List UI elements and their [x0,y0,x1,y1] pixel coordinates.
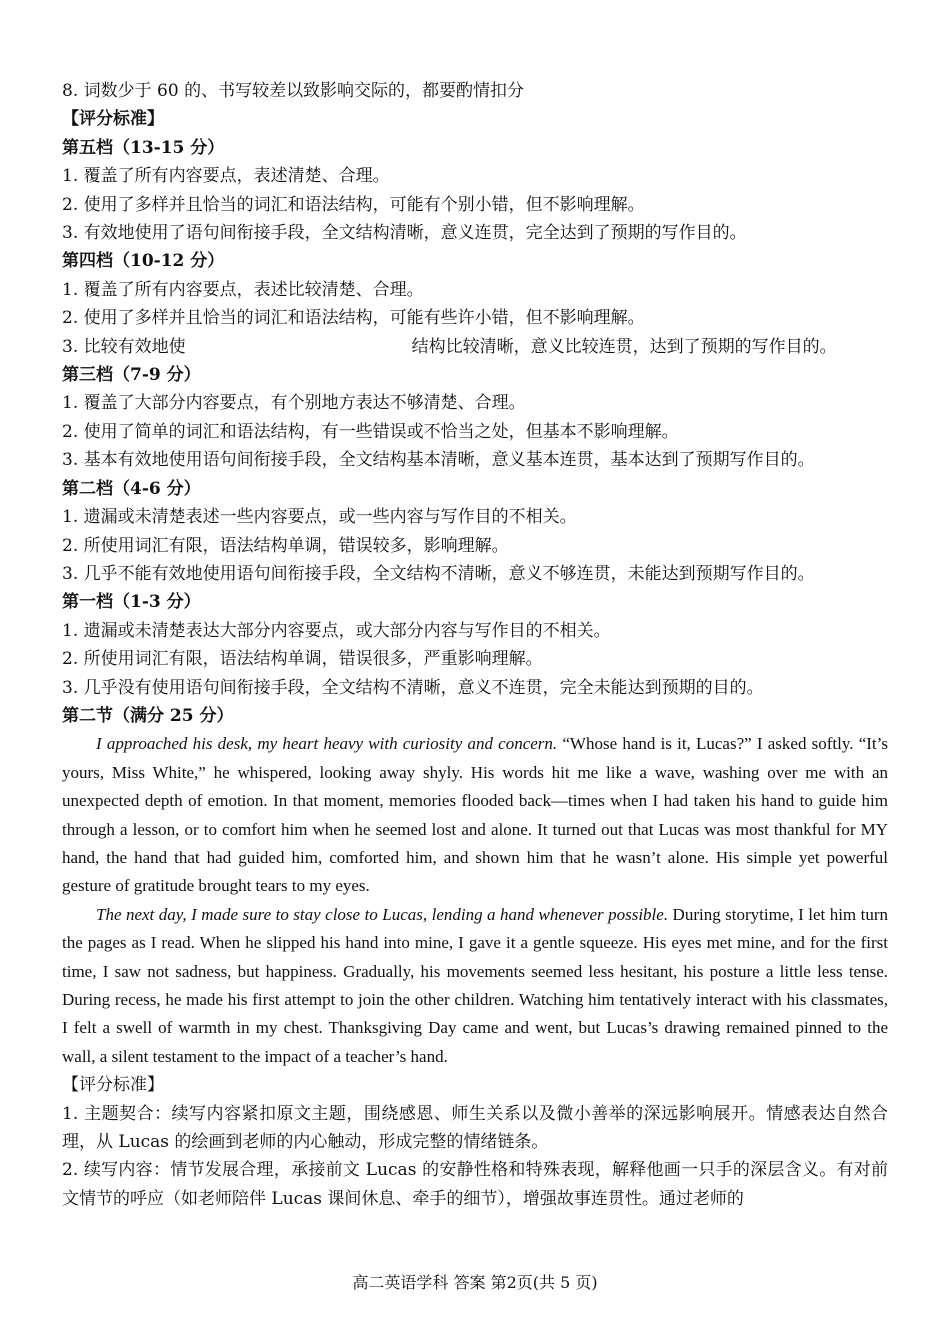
criterion-theme: 1. 主题契合：续写内容紧扣原文主题，围绕感恩、师生关系以及微小善举的深远影响展开。情感表达自然合理，从 Lucas 的绘画到老师的内心触动，形成完整的情绪链条。 [62,1103,888,1153]
band-criterion: 1. 遗漏或未清楚表达大部分内容要点，或大部分内容与写作目的不相关。 [62,620,611,641]
criterion-right-part: 结构比较清晰，意义比较连贯，达到了预期的写作目的。 [411,336,837,357]
band-criterion: 2. 使用了简单的词汇和语法结构，有一些错误或不恰当之处，但基本不影响理解。 [62,421,679,442]
page-footer: 高二英语学科 答案 第2页(共 5 页) [352,1273,598,1292]
essay-body: During storytime, I let him turn the pages as I read. When he slipped his hand into mine, I gave it a gentle squeeze. His eyes met mine, and for the first time, I saw not sadness, but happiness. Gradually, his movements seemed less hesitant, his posture a little less tense. During recess, he made his first attempt to join the other children. Watching him tentatively interact with his classmates, I felt a swell of warmth in my chest. Thanksgiving Day came and went, but Lucas’s drawing remained pinned to the wall, a silent testament to the impact of a teacher’s hand. [62,904,889,1066]
band-1 [62,588,888,702]
band-title: 第四档（10-12 分） [62,251,225,272]
band-criterion: 1. 覆盖了大部分内容要点，有个别地方表达不够清楚、合理。 [62,393,526,414]
band-criterion-obscured [62,333,888,361]
band-criterion: 3. 有效地使用了语句间衔接手段，全文结构清晰，意义连贯，完全达到了预期的写作目的。 [62,223,747,244]
essay-lead-sentence: I approached his desk, my heart heavy with curiosity and concern. [96,734,558,754]
criterion-content: 2. 续写内容：情节发展合理，承接前文 Lucas 的安静性格和特殊表现，解释他画一只手的深层含义。有对前文情节的呼应（如老师陪伴 Lucas 课间休息、牵手的细节），增强故事连贯性。通过老师的 [62,1160,888,1209]
band-title: 第一档（1-3 分） [62,592,201,613]
band-criterion: 3. 几乎没有使用语句间衔接手段，全文结构不清晰，意义不连贯，完全未能达到预期的目的。 [62,677,764,698]
band-criterion: 3. 几乎不能有效地使用语句间衔接手段，全文结构不清晰，意义不够连贯，未能达到预期写作目的。 [62,563,815,584]
band-4 [62,247,888,361]
criterion-left-part: 3. 比较有效地使 [62,336,186,357]
essay-body: “Whose hand is it, Lucas?” I asked softly. “It’s yours, Miss White,” he whispered, looking away shyly. His words hit me like a wave, washing over me with an unexpected depth of emotion. In that moment, memories flooded back—times when I had taken his hand to guide him through a lesson, or to comfort him when he seemed lost and alone. It turned out that Lucas was most thankful for MY hand, the hand that had guided him, comforted him, and shown him that he wasn’t alone. His simple yet powerful gesture of gratitude brought tears to my eyes. [62,734,888,896]
band-5 [62,134,888,248]
answer-page [62,77,888,1213]
band-criterion: 2. 所使用词汇有限，语法结构单调，错误较多，影响理解。 [62,535,509,556]
band-criterion: 3. 基本有效地使用语句间衔接手段，全文结构基本清晰，意义基本连贯，基本达到了预期写作目的。 [62,450,815,471]
band-criterion: 2. 所使用词汇有限，语法结构单调，错误很多，严重影响理解。 [62,649,543,670]
essay-paragraph-2 [62,901,888,1071]
band-title: 第五档（13-15 分） [62,137,225,158]
section-2-title: 第二节（满分 25 分） [62,705,234,726]
essay-paragraph-1 [62,730,888,900]
band-criterion: 1. 覆盖了所有内容要点，表述清楚、合理。 [62,166,390,187]
band-criterion: 2. 使用了多样并且恰当的词汇和语法结构，可能有些许小错，但不影响理解。 [62,308,645,329]
band-3 [62,361,888,475]
band-criterion: 1. 覆盖了所有内容要点，表述比较清楚、合理。 [62,279,424,300]
band-title: 第二档（4-6 分） [62,478,201,499]
band-criterion: 2. 使用了多样并且恰当的词汇和语法结构，可能有个别小错，但不影响理解。 [62,194,645,215]
band-title: 第三档（7-9 分） [62,365,201,386]
essay-lead-sentence: The next day, I made sure to stay close to Lucas, lending a hand whenever possible. [96,904,669,924]
rubric-heading-2: 【评分标准】 [62,1075,164,1096]
rubric-heading: 【评分标准】 [62,109,164,130]
band-criterion: 1. 遗漏或未清楚表述一些内容要点，或一些内容与写作目的不相关。 [62,507,577,528]
band-2 [62,475,888,589]
scoring-note: 8. 词数少于 60 的、书写较差以致影响交际的，都要酌情扣分 [62,81,525,101]
